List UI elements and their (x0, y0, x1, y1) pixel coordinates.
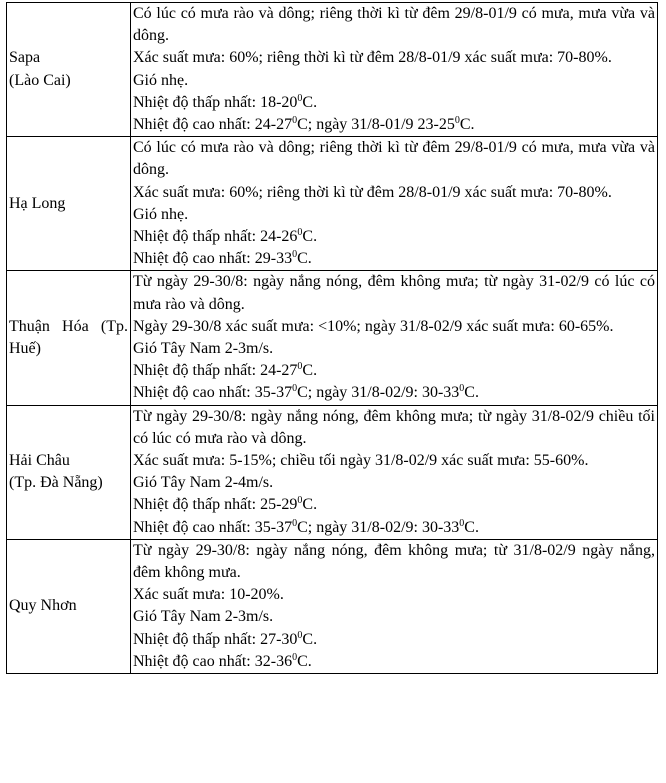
rain-probability-text: Ngày 29-30/8 xác suất mưa: <10%; ngày 31/8-02/9 xác suất mưa: 60-65%. (133, 317, 614, 335)
min-temperature-text: Nhiệt độ thấp nhất: $18-20^0C$. (133, 92, 318, 111)
location-cell (7, 539, 131, 673)
table-row (7, 539, 658, 673)
forecast-cell (131, 3, 658, 137)
forecast-table (6, 2, 658, 674)
forecast-cell (131, 271, 658, 405)
rain-probability-text: Xác suất mưa: 60%; riêng thời kì từ đêm 28/8-01/9 xác suất mưa: 70-80%. (133, 183, 612, 201)
min-temperature-text: Nhiệt độ thấp nhất: $27-30^0C$. (133, 629, 318, 648)
table-row (7, 271, 658, 405)
weather-text: Có lúc có mưa rào và dông; riêng thời kì từ đêm 29/8-01/9 có mưa, mưa vừa và dông. (133, 5, 655, 45)
max-temperature-text: Nhiệt độ cao nhất: $35-37^0C$; ngày 31/8-02/9: $30-33^0C$. (133, 517, 479, 536)
wind-text: Gió nhẹ. (133, 71, 189, 89)
max-temperature-text: Nhiệt độ cao nhất: $32-36^0C$. (133, 651, 312, 670)
location-line: (Lào Cai) (9, 71, 71, 89)
wind-text: Gió Tây Nam 2-3m/s. (133, 340, 274, 358)
location-cell (7, 3, 131, 137)
min-temperature-text: Nhiệt độ thấp nhất: $24-26^0C$. (133, 227, 318, 246)
location-cell (7, 405, 131, 539)
wind-text: Gió nhẹ. (133, 205, 189, 223)
weather-text: Từ ngày 29-30/8: ngày nắng nóng, đêm không mưa; từ ngày 31-02/9 có lúc có mưa rào và dông. (133, 273, 655, 313)
table-row (7, 3, 658, 137)
table-row (7, 405, 658, 539)
location-line: Sapa (9, 49, 41, 67)
min-temperature-text: Nhiệt độ thấp nhất: $25-29^0C$. (133, 495, 318, 514)
location-cell (7, 137, 131, 271)
weather-text: Có lúc có mưa rào và dông; riêng thời kì từ đêm 29/8-01/9 có mưa, mưa vừa và dông. (133, 139, 655, 179)
forecast-cell (131, 137, 658, 271)
location-line: Quy Nhơn (9, 597, 77, 615)
location-line: Thuận Hóa (Tp. (9, 317, 128, 335)
location-line: Hạ Long (9, 194, 66, 212)
max-temperature-text: Nhiệt độ cao nhất: $35-37^0C$; ngày 31/8-02/9: $30-33^0C$. (133, 383, 479, 402)
location-line: (Tp. Đà Nẵng) (9, 474, 103, 492)
wind-text: Gió Tây Nam 2-4m/s. (133, 474, 274, 492)
rain-probability-text: Xác suất mưa: 5-15%; chiều tối ngày 31/8-02/9 xác suất mưa: 55-60%. (133, 452, 589, 470)
weather-text: Từ ngày 29-30/8: ngày nắng nóng, đêm không mưa; từ ngày 31/8-02/9 chiều tối có lúc có mưa rào và dông. (133, 407, 655, 447)
min-temperature-text: Nhiệt độ thấp nhất: $24-27^0C$. (133, 361, 318, 380)
forecast-cell (131, 405, 658, 539)
max-temperature-text: Nhiệt độ cao nhất: $24-27^0C$; ngày 31/8-01/9 $23-25^0C$. (133, 115, 475, 134)
location-cell (7, 271, 131, 405)
wind-text: Gió Tây Nam 2-3m/s. (133, 608, 274, 626)
location-line: Huế) (9, 340, 41, 358)
location-line: Hải Châu (9, 452, 70, 470)
rain-probability-text: Xác suất mưa: 60%; riêng thời kì từ đêm 28/8-01/9 xác suất mưa: 70-80%. (133, 49, 612, 67)
max-temperature-text: Nhiệt độ cao nhất: $29-33^0C$. (133, 249, 312, 268)
table-row (7, 137, 658, 271)
rain-probability-text: Xác suất mưa: 10-20%. (133, 586, 284, 604)
weather-text: Từ ngày 29-30/8: ngày nắng nóng, đêm không mưa; từ 31/8-02/9 ngày nắng, đêm không mưa. (133, 541, 655, 582)
forecast-cell (131, 539, 658, 673)
